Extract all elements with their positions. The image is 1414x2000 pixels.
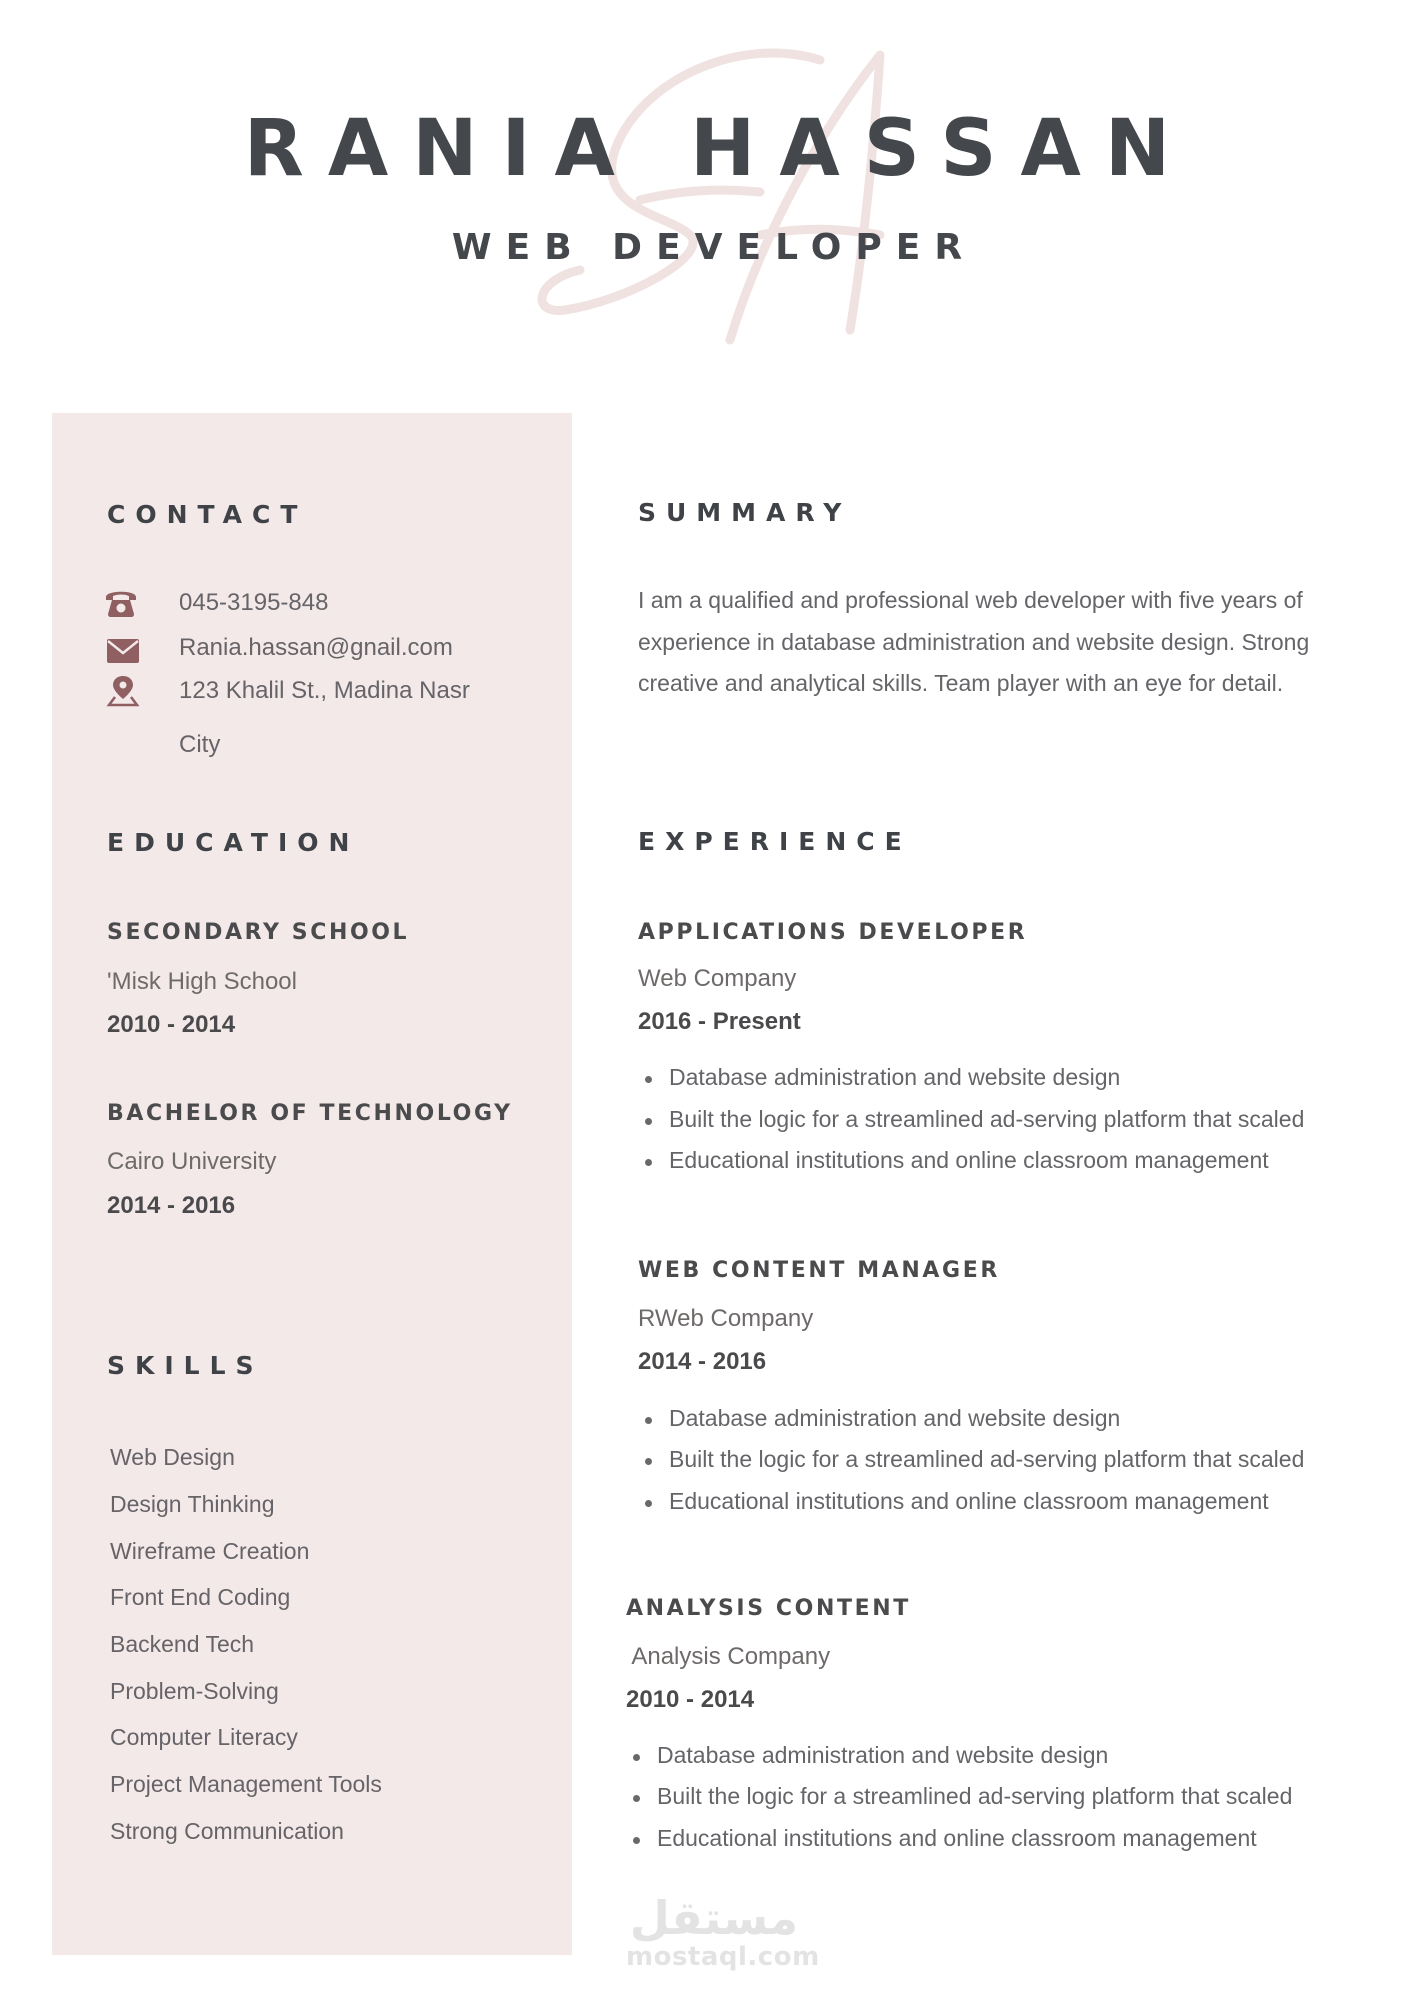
summary-line: I am a qualified and professional web developer with five years of xyxy=(638,587,1303,613)
skill-item: Computer Literacy xyxy=(110,1724,298,1750)
contact-address-city: City xyxy=(179,731,221,758)
job-years: 2010 - 2014 xyxy=(626,1686,755,1713)
job-company: Analysis Company xyxy=(626,1643,831,1670)
job-bullet: Database administration and website design xyxy=(669,1064,1121,1090)
education-degree: SECONDARY SCHOOL xyxy=(107,920,410,945)
bullet-dot xyxy=(645,1159,652,1166)
summary-line: creative and analytical skills. Team player with an eye for detail. xyxy=(638,670,1284,696)
job-years: 2014 - 2016 xyxy=(638,1348,767,1375)
skill-item: Front End Coding xyxy=(110,1584,291,1610)
skill-item: Wireframe Creation xyxy=(110,1538,310,1564)
monogram-sa-decoration xyxy=(520,40,950,360)
job-role: WEB CONTENT MANAGER xyxy=(638,1258,1000,1283)
skill-item: Project Management Tools xyxy=(110,1771,382,1797)
experience-heading: EXPERIENCE xyxy=(638,827,912,856)
job-title: WEB DEVELOPER xyxy=(451,227,977,268)
job-bullet: Database administration and website design xyxy=(657,1742,1109,1768)
job-bullet: Educational institutions and online classroom management xyxy=(669,1488,1269,1514)
skill-item: Web Design xyxy=(110,1444,235,1470)
skill-item: Problem-Solving xyxy=(110,1678,279,1704)
job-role: APPLICATIONS DEVELOPER xyxy=(638,920,1028,945)
summary-heading: SUMMARY xyxy=(638,498,852,527)
skill-item: Design Thinking xyxy=(110,1491,275,1517)
watermark-arabic: مستقل xyxy=(629,1891,799,1945)
bullet-dot xyxy=(633,1837,640,1844)
job-bullet: Built the logic for a streamlined ad-serving platform that scaled xyxy=(669,1106,1305,1132)
job-bullet: Database administration and website design xyxy=(669,1405,1121,1431)
education-school: Cairo University xyxy=(107,1148,277,1175)
job-company: Web Company xyxy=(638,965,797,992)
bullet-dot xyxy=(645,1076,652,1083)
contact-email[interactable]: Rania.hassan@gnail.com xyxy=(179,634,453,661)
job-years: 2016 - Present xyxy=(638,1008,801,1035)
bullet-dot xyxy=(645,1500,652,1507)
job-bullet: Educational institutions and online classroom management xyxy=(669,1147,1269,1173)
contact-address: 123 Khalil St., Madina Nasr xyxy=(179,677,470,704)
phone-icon xyxy=(104,588,138,618)
watermark-latin: mostaql.com xyxy=(626,1942,820,1972)
education-heading: EDUCATION xyxy=(107,828,360,857)
job-bullet: Educational institutions and online classroom management xyxy=(657,1825,1257,1851)
contact-phone: 045-3195-848 xyxy=(179,589,329,616)
bullet-dot xyxy=(633,1754,640,1761)
job-bullet: Built the logic for a streamlined ad-serving platform that scaled xyxy=(669,1446,1305,1472)
bullet-dot xyxy=(645,1458,652,1465)
location-icon xyxy=(106,675,140,707)
job-company: RWeb Company xyxy=(638,1305,814,1332)
mail-icon xyxy=(106,636,140,666)
skill-item: Strong Communication xyxy=(110,1818,344,1844)
skill-item: Backend Tech xyxy=(110,1631,255,1657)
contact-heading: CONTACT xyxy=(107,500,308,529)
education-years: 2010 - 2014 xyxy=(107,1011,236,1038)
education-degree: BACHELOR OF TECHNOLOGY xyxy=(107,1101,513,1126)
job-role: ANALYSIS CONTENT xyxy=(626,1596,911,1621)
summary-line: experience in database administration and website design. Strong xyxy=(638,629,1310,655)
job-bullet: Built the logic for a streamlined ad-serving platform that scaled xyxy=(657,1783,1293,1809)
education-years: 2014 - 2016 xyxy=(107,1192,236,1219)
education-school: 'Misk High School xyxy=(107,968,297,995)
bullet-dot xyxy=(633,1795,640,1802)
candidate-name: RANIA HASSAN xyxy=(243,104,1195,194)
bullet-dot xyxy=(645,1118,652,1125)
skills-heading: SKILLS xyxy=(107,1351,264,1380)
bullet-dot xyxy=(645,1417,652,1424)
